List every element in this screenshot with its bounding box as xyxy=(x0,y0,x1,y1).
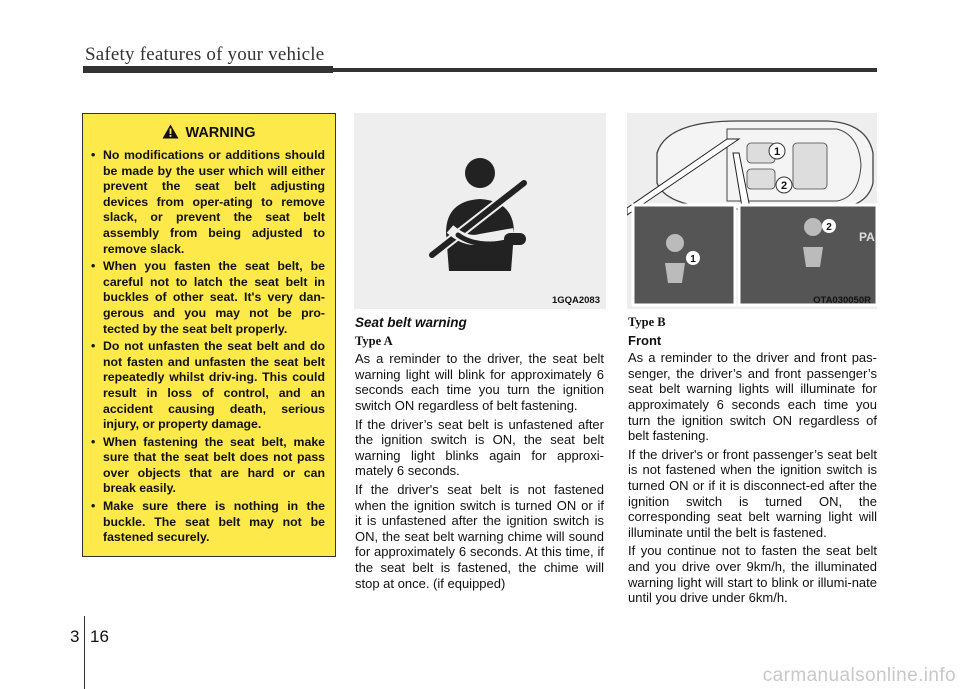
marker-2: 2 xyxy=(780,180,788,192)
section-heading: Seat belt warning xyxy=(355,315,467,330)
warning-list xyxy=(91,148,325,548)
paragraph: If you continue not to fasten the seat belt and you drive over 9km/h, the illuminated warning light will start to blink or illumi-nate until you drive under 6km/h. xyxy=(628,543,877,606)
type-a-label: Type A xyxy=(355,333,393,348)
type-b-sublabel: Front xyxy=(628,332,662,348)
figure-code: 1GQA2083 xyxy=(551,295,600,306)
vehicle-diagram xyxy=(627,113,877,309)
column-type-b xyxy=(628,315,877,609)
page-number-rule xyxy=(84,616,85,689)
warning-item: • When fastening the seat belt, make sure that the seat belt does not pass over objects that are hard or can break easily. xyxy=(91,435,325,497)
seat-belt-icon xyxy=(354,113,606,309)
paragraph: As a reminder to the driver, the seat belt warning light will blink for approximately 6 seconds each time you turn the ignition switch ON regardless of belt fastening. xyxy=(355,351,604,413)
header-rule-accent xyxy=(83,66,333,73)
warning-item: • Do not unfasten the seat belt and do not fasten and unfasten the seat belt repeatedly whilst driv-ing. This could result in loss of control, and an accident causing death, serious injury, or property damage. xyxy=(91,339,325,433)
page-number: 16 xyxy=(90,627,109,646)
panel-label: PA xyxy=(859,230,875,244)
watermark: carmanualsonline.info xyxy=(762,665,956,686)
warning-item: • When you fasten the seat belt, be careful not to latch the seat belt in buckles of other seat. It's very dan-gerous and you may not be pro-tected by the seat belt properly. xyxy=(91,259,325,337)
page-header-title: Safety features of your vehicle xyxy=(85,44,325,65)
column-type-a xyxy=(355,315,604,594)
marker-1: 1 xyxy=(773,146,781,158)
paragraph: If the driver's or front passenger’s seat belt is not fastened when the ignition switch is turned ON or if it is disconnect-ed after the ignition switch is turned ON, the corresponding seat belt warning light will illuminate until the belt is fastened. xyxy=(628,446,877,540)
svg-text:1: 1 xyxy=(690,254,696,265)
warning-heading xyxy=(83,124,335,141)
vehicle-warning-lights-figure xyxy=(627,113,877,309)
svg-text:2: 2 xyxy=(826,222,832,233)
paragraph: If the driver’s seat belt is unfastened after the ignition switch is ON, the seat belt warning light blinks again for approxi-mately 6 seconds. xyxy=(355,416,604,479)
warning-title: WARNING xyxy=(185,125,256,141)
paragraph: If the driver's seat belt is not fastened when the ignition switch is turned ON or if it is unfastened after the ignition switch is ON, the seat belt warning chime will sound for approximately 6 seconds. At this time, if the seat belt is fastened, the chime will stop at once. (if equipped) xyxy=(355,481,604,591)
section-number: 3 xyxy=(70,627,80,646)
warning-item: • Make sure there is nothing in the buckle. The seat belt may not be fastened securely. xyxy=(91,499,325,546)
warning-box xyxy=(82,113,336,557)
warning-triangle-icon xyxy=(162,124,179,139)
figure-code: OTA030050R xyxy=(813,295,871,306)
type-b-label: Type B xyxy=(628,315,666,329)
seat-belt-warning-light-figure xyxy=(354,113,606,309)
paragraph: As a reminder to the driver and front pas-senger, the driver’s and front passenger’s seat belt warning lights will illuminate for approximately 6 seconds each time you turn the ignition switch ON regardless of belt fastening. xyxy=(628,350,877,444)
warning-item: • No modifications or additions should be made by the user which will either prevent the seat belt adjusting devices from oper-ating to remove slack, or prevent the seat belt assembly from being adjusted to remove slack. xyxy=(91,148,325,257)
